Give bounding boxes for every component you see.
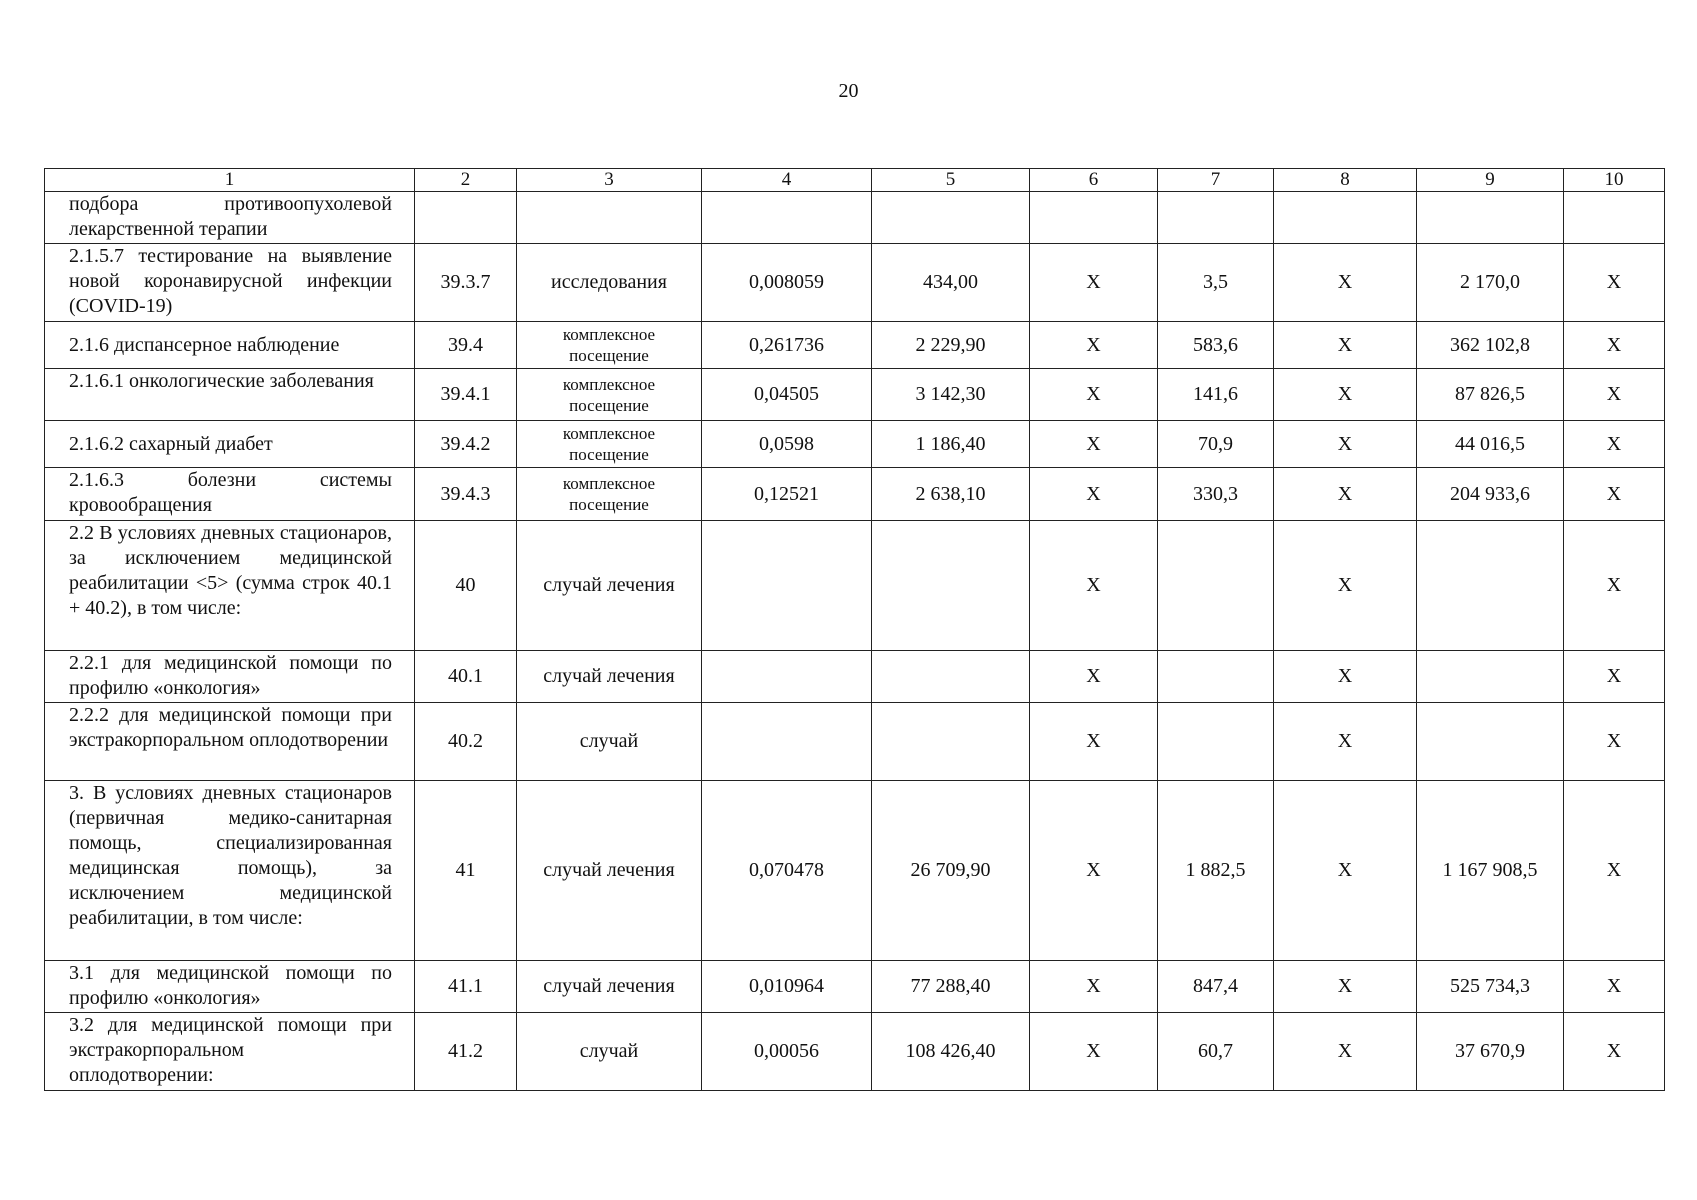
row-cell: 37 670,9: [1417, 1013, 1564, 1091]
row-unit: комплексное посещение: [517, 468, 702, 521]
row-cell: Х: [1030, 322, 1158, 369]
row-cell: Х: [1274, 468, 1417, 521]
table-row: [45, 703, 1665, 781]
table-row: [45, 521, 1665, 651]
table-row: [45, 322, 1665, 369]
column-header: 8: [1274, 169, 1417, 192]
row-cell: Х: [1564, 369, 1665, 421]
row-cell: [872, 521, 1030, 651]
header-row: [45, 169, 1665, 192]
row-cell: Х: [1564, 651, 1665, 703]
data-table: [44, 168, 1665, 1091]
row-cell: 1 882,5: [1158, 781, 1274, 961]
page-number: 20: [838, 80, 859, 102]
row-cell: 0,12521: [702, 468, 872, 521]
table-row: [45, 781, 1665, 961]
row-cell: 108 426,40: [872, 1013, 1030, 1091]
row-name: подбора противоопухолевой лекарственной терапии: [45, 192, 415, 244]
row-name: 3. В условиях дневных стационаров (первичная медико-санитарная помощь, специализированная медицинская помощь), за исключением медицинской реабилитации, в том числе:: [45, 781, 415, 961]
row-code: 39.3.7: [415, 244, 517, 322]
column-header: 10: [1564, 169, 1665, 192]
row-cell: [1158, 651, 1274, 703]
row-cell: Х: [1564, 781, 1665, 961]
row-cell: Х: [1274, 1013, 1417, 1091]
row-cell: Х: [1030, 651, 1158, 703]
row-cell: 141,6: [1158, 369, 1274, 421]
row-name: 2.2.1 для медицинской помощи по профилю «онкология»: [45, 651, 415, 703]
row-code: 41.1: [415, 961, 517, 1013]
row-cell: [1030, 192, 1158, 244]
row-cell: [872, 651, 1030, 703]
row-cell: 0,00056: [702, 1013, 872, 1091]
row-cell: [872, 703, 1030, 781]
column-header: 9: [1417, 169, 1564, 192]
row-name: 2.2.2 для медицинской помощи при экстракорпоральном оплодотворении: [45, 703, 415, 781]
row-unit: комплексное посещение: [517, 369, 702, 421]
column-header: 1: [45, 169, 415, 192]
row-cell: [1417, 651, 1564, 703]
row-name: 2.1.6 диспансерное наблюдение: [45, 322, 415, 369]
row-cell: 44 016,5: [1417, 421, 1564, 468]
row-cell: 1 186,40: [872, 421, 1030, 468]
row-cell: Х: [1274, 521, 1417, 651]
row-unit: [517, 192, 702, 244]
row-code: [415, 192, 517, 244]
row-cell: 847,4: [1158, 961, 1274, 1013]
row-cell: Х: [1564, 322, 1665, 369]
table-row: [45, 651, 1665, 703]
row-cell: Х: [1274, 781, 1417, 961]
column-header: 4: [702, 169, 872, 192]
row-cell: Х: [1030, 468, 1158, 521]
row-unit: случай лечения: [517, 781, 702, 961]
row-unit: случай лечения: [517, 521, 702, 651]
row-cell: [1158, 703, 1274, 781]
row-cell: Х: [1274, 369, 1417, 421]
row-code: 40: [415, 521, 517, 651]
row-cell: 0,070478: [702, 781, 872, 961]
row-cell: 204 933,6: [1417, 468, 1564, 521]
row-cell: 583,6: [1158, 322, 1274, 369]
row-unit: случай лечения: [517, 961, 702, 1013]
row-unit: случай: [517, 1013, 702, 1091]
row-name: 2.1.6.2 сахарный диабет: [45, 421, 415, 468]
row-code: 40.2: [415, 703, 517, 781]
row-cell: Х: [1030, 369, 1158, 421]
row-cell: [702, 521, 872, 651]
row-cell: Х: [1030, 421, 1158, 468]
row-cell: Х: [1564, 1013, 1665, 1091]
row-cell: [1158, 521, 1274, 651]
row-cell: Х: [1274, 961, 1417, 1013]
row-cell: [1417, 521, 1564, 651]
row-cell: 77 288,40: [872, 961, 1030, 1013]
row-unit: случай лечения: [517, 651, 702, 703]
row-name: 3.2 для медицинской помощи при экстракорпоральном оплодотворении:: [45, 1013, 415, 1091]
row-cell: [872, 192, 1030, 244]
table-row: [45, 1013, 1665, 1091]
row-name: 2.1.5.7 тестирование на выявление новой коронавирусной инфекции (COVID-19): [45, 244, 415, 322]
row-cell: [1417, 192, 1564, 244]
column-header: 6: [1030, 169, 1158, 192]
row-cell: [1158, 192, 1274, 244]
row-cell: 0,0598: [702, 421, 872, 468]
row-name: 2.1.6.1 онкологические заболевания: [45, 369, 415, 421]
column-header: 5: [872, 169, 1030, 192]
row-cell: [1274, 192, 1417, 244]
row-cell: Х: [1030, 1013, 1158, 1091]
table-row: [45, 369, 1665, 421]
row-cell: Х: [1030, 244, 1158, 322]
row-cell: [1417, 703, 1564, 781]
row-cell: Х: [1274, 322, 1417, 369]
row-cell: Х: [1030, 781, 1158, 961]
table-row: [45, 421, 1665, 468]
row-code: 39.4: [415, 322, 517, 369]
row-cell: 70,9: [1158, 421, 1274, 468]
row-cell: 362 102,8: [1417, 322, 1564, 369]
row-cell: Х: [1030, 521, 1158, 651]
row-cell: 3,5: [1158, 244, 1274, 322]
row-cell: 0,010964: [702, 961, 872, 1013]
row-cell: 330,3: [1158, 468, 1274, 521]
row-cell: 1 167 908,5: [1417, 781, 1564, 961]
table-row: [45, 468, 1665, 521]
row-unit: исследования: [517, 244, 702, 322]
row-cell: 60,7: [1158, 1013, 1274, 1091]
row-unit: комплексное посещение: [517, 322, 702, 369]
row-name: 2.1.6.3 болезни системы кровообращения: [45, 468, 415, 521]
row-name: 2.2 В условиях дневных стационаров, за исключением медицинской реабилитации <5> (сумма строк 40.1 + 40.2), в том числе:: [45, 521, 415, 651]
row-cell: 3 142,30: [872, 369, 1030, 421]
row-cell: 0,261736: [702, 322, 872, 369]
row-code: 40.1: [415, 651, 517, 703]
row-cell: Х: [1564, 961, 1665, 1013]
row-cell: [702, 651, 872, 703]
row-cell: Х: [1274, 244, 1417, 322]
row-cell: [702, 192, 872, 244]
row-cell: Х: [1274, 421, 1417, 468]
row-code: 39.4.1: [415, 369, 517, 421]
row-code: 39.4.3: [415, 468, 517, 521]
row-cell: Х: [1564, 421, 1665, 468]
row-cell: 0,04505: [702, 369, 872, 421]
row-cell: 2 638,10: [872, 468, 1030, 521]
row-cell: Х: [1030, 961, 1158, 1013]
row-code: 39.4.2: [415, 421, 517, 468]
row-cell: Х: [1564, 468, 1665, 521]
row-cell: Х: [1274, 703, 1417, 781]
row-unit: случай: [517, 703, 702, 781]
column-header: 7: [1158, 169, 1274, 192]
row-cell: 87 826,5: [1417, 369, 1564, 421]
row-cell: Х: [1564, 521, 1665, 651]
row-cell: [702, 703, 872, 781]
row-cell: Х: [1564, 244, 1665, 322]
row-cell: [1564, 192, 1665, 244]
row-cell: 525 734,3: [1417, 961, 1564, 1013]
column-header: 3: [517, 169, 702, 192]
row-name: 3.1 для медицинской помощи по профилю «онкология»: [45, 961, 415, 1013]
row-cell: 2 170,0: [1417, 244, 1564, 322]
table-row: [45, 961, 1665, 1013]
row-cell: 26 709,90: [872, 781, 1030, 961]
row-code: 41: [415, 781, 517, 961]
row-cell: Х: [1564, 703, 1665, 781]
row-cell: 2 229,90: [872, 322, 1030, 369]
row-cell: Х: [1030, 703, 1158, 781]
column-header: 2: [415, 169, 517, 192]
row-code: 41.2: [415, 1013, 517, 1091]
table-row: [45, 244, 1665, 322]
row-cell: 434,00: [872, 244, 1030, 322]
table-row: [45, 192, 1665, 244]
row-cell: Х: [1274, 651, 1417, 703]
row-cell: 0,008059: [702, 244, 872, 322]
row-unit: комплексное посещение: [517, 421, 702, 468]
